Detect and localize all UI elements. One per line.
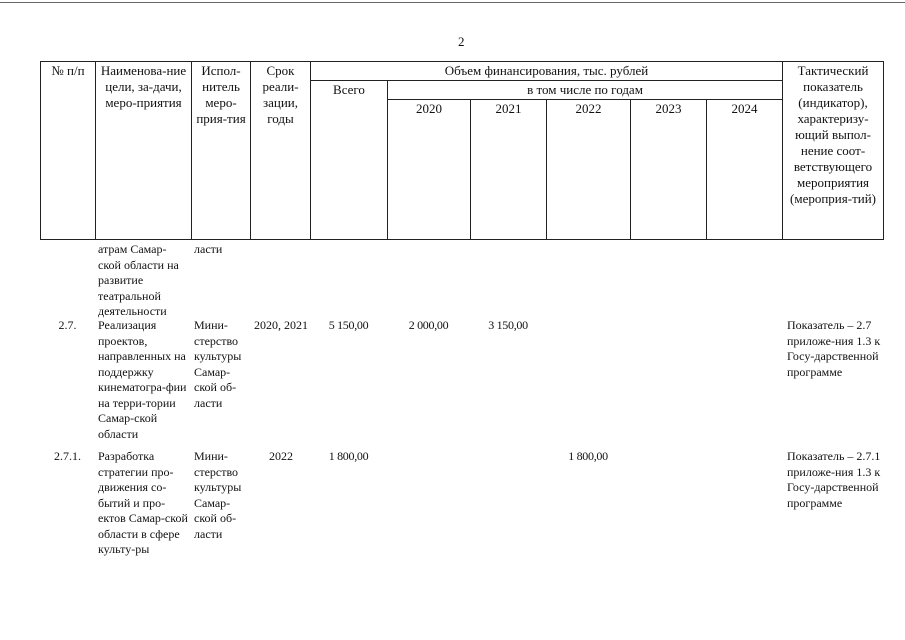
- row-executor: Мини-стерство культуры Самар-ской об-ласти: [194, 318, 242, 410]
- row-executor: ласти: [194, 242, 223, 256]
- table-header: [40, 61, 884, 240]
- header-num: № п/п: [41, 62, 96, 240]
- header-year-2022: 2022: [547, 100, 631, 240]
- row-name: Реализация проектов, направленных на поддержку кинематогра-фии на терри-тории Самар-ской области: [98, 318, 187, 441]
- header-name: Наименова-ние цели, за-дачи, меро-приятия: [96, 62, 192, 240]
- row-name: атрам Самар-ской области на развитие театральной деятельности: [98, 242, 179, 318]
- row-2021: 3 150,00: [488, 318, 528, 332]
- header-year-2023: 2023: [631, 100, 707, 240]
- row-total: 5 150,00: [328, 318, 369, 332]
- header-executor: Испол-нитель меро-прия-тия: [192, 62, 251, 240]
- row-indicator: Показатель – 2.7.1 приложе-ния 1.3 к Госу-дарственной программе: [787, 449, 881, 510]
- header-year-2021: 2021: [471, 100, 547, 240]
- page-number: 2: [458, 34, 465, 49]
- row-term: 2020, 2021: [254, 318, 308, 332]
- header-term: Срок реали-зации, годы: [251, 62, 311, 240]
- header-funding: Объем финансирования, тыс. рублей: [311, 62, 783, 81]
- row-2020: 2 000,00: [408, 318, 449, 332]
- page-top-border: [0, 2, 905, 3]
- header-year-2024: 2024: [707, 100, 783, 240]
- row-num: 2.7.: [58, 318, 77, 332]
- row-name: Разработка стратегии про-движения со-бытий и про-ектов Самар-ской области в сфере культу-ры: [98, 449, 188, 556]
- row-executor: Мини-стерство культуры Самар-ской об-ласти: [194, 449, 242, 541]
- row-num: 2.7.1.: [54, 449, 81, 463]
- header-total: Всего: [311, 81, 388, 240]
- header-year-2020: 2020: [388, 100, 471, 240]
- row-term: 2022: [269, 449, 293, 463]
- header-by-years: в том числе по годам: [388, 81, 783, 100]
- header-indicator: Тактический показатель (индикатор), характеризу-ющий выпол-нение соот-ветствующего мероприятия (мероприя-тий): [783, 62, 884, 240]
- row-indicator: Показатель – 2.7 приложе-ния 1.3 к Госу-дарственной программе: [787, 318, 881, 379]
- row-total: 1 800,00: [328, 449, 369, 463]
- row-2022: 1 800,00: [568, 449, 608, 463]
